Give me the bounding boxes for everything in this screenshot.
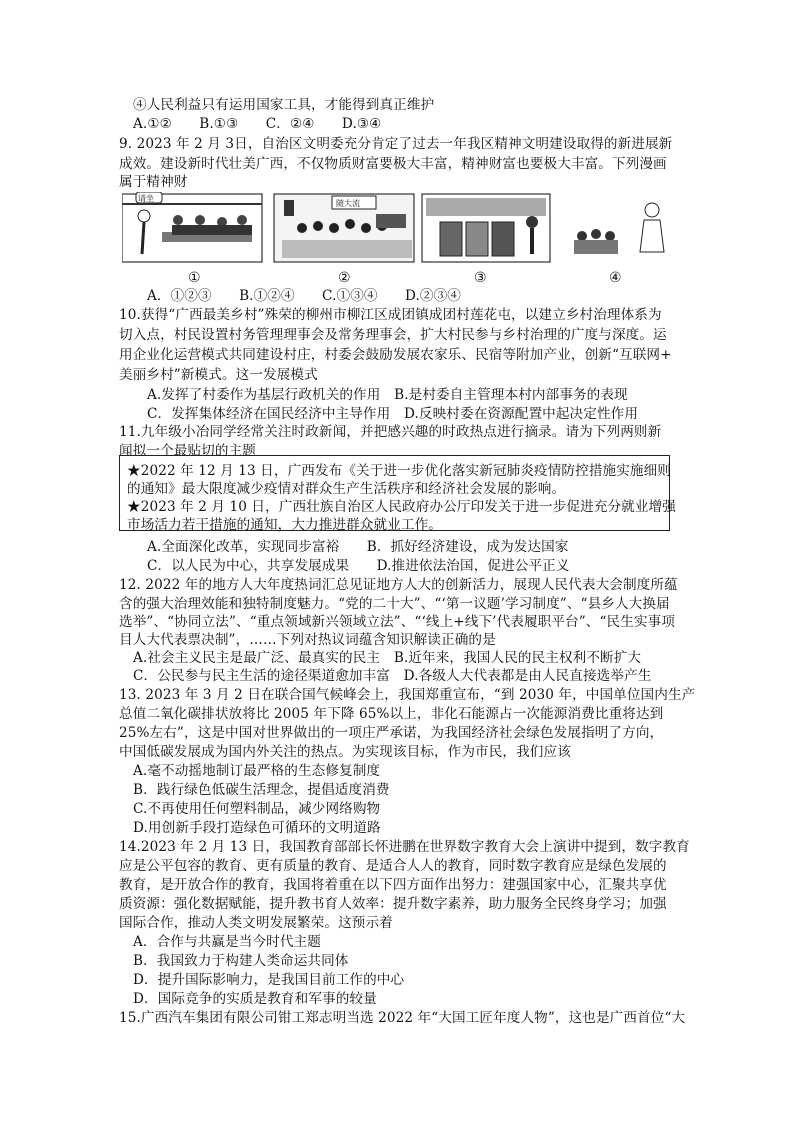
comic-2 [274, 194, 414, 262]
comic-1 [122, 192, 262, 262]
q10-option: C．发挥集体经济在国民经济中主导作用 D.反映村委在资源配置中起决定性作用 [147, 406, 639, 422]
comic-label: ① [188, 270, 201, 286]
q10-stem: 切入点，村民设置村务管理理事会及常务理事会，扩大村民参与乡村治理的广度与深度。运 [119, 327, 667, 343]
news-line: ★2023 年 2 月 10 日，广西壮族自治区人民政府办公厅印发关于进一步促进充分就业增强 [127, 499, 676, 515]
q11-option: A.全面深化改革，实现同步富裕 B．抓好经济建设，成为发达国家 [147, 539, 569, 555]
q12-option: C．公民参与民主生活的途径渠道愈加丰富 D.各级人大代表都是由人民直接选举产生 [133, 668, 652, 684]
q13-option: C.不再使用任何塑料制品，减少网络购物 [133, 801, 381, 817]
q14-option: D．国际竞争的实质是教育和军事的较量 [133, 991, 377, 1007]
comic-4 [574, 203, 664, 254]
q12-stem: 目人大代表票决制”，……下列对热议词蕴含知识解读正确的是 [119, 632, 496, 648]
q13-stem: 13. 2023 年 3 月 2 日在联合国气候峰会上，我国郑重宣布，“到 2030 年，中国单位国内生产 [119, 687, 696, 703]
q10-stem: 美丽乡村”新模式。这一发展模式 [119, 367, 318, 383]
q10-stem: 用企业化运营模式共同建设村庄，村委会鼓励发展农家乐、民宿等附加产业，创新“互联网+ [119, 347, 672, 363]
q11-option: C．以人民为中心，共享发展成果 D.推进依法治国，促进公平正义 [147, 558, 570, 574]
option-line: A.①② B.①③ C．②④ D.③④ [133, 116, 382, 132]
q14-option: B．我国致力于构建人类命运共同体 [133, 953, 349, 969]
q15-stem: 15.广西汽车集团有限公司钳工郑志明当选 2022 年“大国工匠年度人物”，这也是广西首位“大 [119, 1010, 686, 1026]
news-line: 的通知》最大限度减少疫情对群众生产生活秩序和经济社会发展的影响。 [127, 481, 566, 497]
news-line: 市场活力若干措施的通知，大力推进群众就业工作。 [127, 517, 442, 533]
q14-stem: 国际合作，推动人类文明发展繁荣。这预示着 [119, 915, 393, 931]
comic-3 [422, 194, 550, 262]
q14-option: D．提升国际影响力，是我国目前工作的中心 [133, 972, 405, 988]
q9-comics [122, 192, 672, 264]
comic-label: ③ [474, 270, 487, 286]
comic-2-sign: 随大流 [336, 199, 360, 208]
q12-stem: 选举”、“协同立法”、“重点领域新兴领域立法”、“‘线上+线下’代表履职平台”、“民生实事项 [119, 614, 676, 630]
q13-option: A.毫不动摇地制订最严格的生态修复制度 [133, 763, 381, 779]
q14-stem: 教育，是开放合作的教育，我国将着重在以下四方面作出努力：建强国家中心，汇聚共享优 [119, 877, 667, 893]
q10-stem: 10.获得“广西最美乡村”殊荣的柳州市柳江区成团镇成团村莲花屯，以建立乡村治理体系为 [119, 307, 662, 323]
q14-option: A．合作与共赢是当今时代主题 [133, 934, 321, 950]
q12-stem: 12. 2022 年的地方人大年度热词汇总见证地方人大的创新活力，展现人民代表大会制度所蕴 [119, 577, 678, 593]
q14-stem: 14.2023 年 2 月 13 日，我国教育部部长怀进鹏在世界数字教育大会上演讲中提到，数字教育 [119, 839, 690, 855]
q11-stem: 闻拟一个最贴切的主题 [119, 443, 256, 459]
comic-label: ② [338, 270, 351, 286]
comic-1-bubble: 请坐 [138, 194, 154, 203]
q11-stem: 11.九年级小冶同学经常关注时政新闻，并把感兴趣的时政热点进行摘录。请为下列两则新 [119, 424, 662, 440]
q9-stem: 属于精神财 [119, 174, 188, 190]
q14-stem: 质资源：强化数据赋能，提升教书育人效率：提升数字素养，助力服务全民终身学习；加强 [119, 896, 667, 912]
q12-stem: 含的强大治理效能和独特制度魅力。“党的二十大”、“‘第一议题’学习制度”、“县乡人大换届 [119, 596, 670, 612]
q13-option: D.用创新手段打造绿色可循环的文明道路 [133, 820, 381, 836]
comic-label: ④ [609, 270, 622, 286]
q13-stem: 中国低碳发展成为国内外关注的热点。为实现该目标，作为市民，我们应该 [119, 744, 571, 760]
q9-options: A．①②③ B.①②④ C.①③④ D.②③④ [147, 288, 461, 304]
q13-stem: 25%左右”，这是中国对世界做出的一项庄严承诺，为我国经济社会绿色发展指明了方向， [119, 725, 664, 741]
q10-option: A.发挥了村委作为基层行政机关的作用 B.是村委自主管理本村内部事务的表现 [147, 387, 628, 403]
news-line: ★2022 年 12 月 13 日，广西发布《关于进一步优化落实新冠肺炎疫情防控措施实施细则 [127, 463, 671, 479]
q9-stem: 成效。建设新时代壮美广西，不仅物质财富要极大丰富，精神财富也要极大丰富。下列漫画 [119, 156, 667, 172]
q9-stem: 9. 2023 年 2 月 3日，自治区文明委充分肯定了过去一年我区精神文明建设取得的新进展新 [119, 136, 673, 152]
q13-option: B．践行绿色低碳生活理念，提倡适度消费 [133, 782, 390, 798]
q12-option: A.社会主义民主是最广泛、最真实的民主 B.近年来，我国人民的民主权利不断扩大 [133, 650, 642, 666]
q13-stem: 总值二氧化碳排状放将比 2005 年下降 65%以上，非化石能源占一次能源消费比重将达到 [119, 706, 664, 722]
option-line: ④人民利益只有运用国家工具，才能得到真正维护 [133, 97, 435, 113]
q14-stem: 应是公平包容的教育、更有质量的教育、是适合人人的教育，同时数字教育应是绿色发展的 [119, 858, 667, 874]
